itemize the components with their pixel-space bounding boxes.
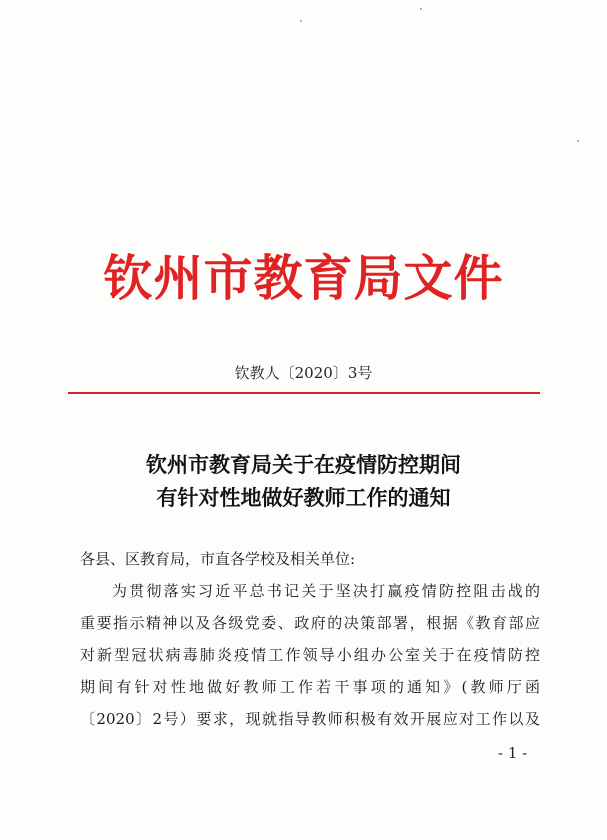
body-line: 期间有针对性地做好教师工作若干事项的通知》(教师厅函 (80, 678, 540, 696)
issuer-title: 钦州市教育局文件 (103, 249, 504, 307)
document-number: 钦教人〔2020〕3号 (234, 364, 373, 382)
scan-speck (577, 140, 579, 142)
title-line-2: 有针对性地做好教师工作的通知 (156, 485, 451, 510)
scan-speck (300, 20, 302, 22)
document-body (80, 543, 540, 735)
page-number: - 1 - (498, 744, 528, 762)
body-line: 重要指示精神以及各级党委、政府的决策部署，根据《教育部应 (80, 614, 540, 632)
scan-speck (420, 8, 422, 10)
title-line-1: 钦州市教育局关于在疫情防控期间 (146, 452, 461, 477)
salutation: 各县、区教育局，市直各学校及相关单位: (80, 550, 356, 568)
body-line: 对新型冠状病毒肺炎疫情工作领导小组办公室关于在疫情防控 (80, 646, 540, 664)
red-divider-line (68, 392, 540, 394)
body-line: 〔2020〕2号）要求，现就指导教师积极有效开展应对工作以及 (80, 710, 540, 728)
document-title (0, 448, 607, 514)
body-line: 为贯彻落实习近平总书记关于坚决打赢疫情防控阻击战的 (112, 582, 540, 600)
